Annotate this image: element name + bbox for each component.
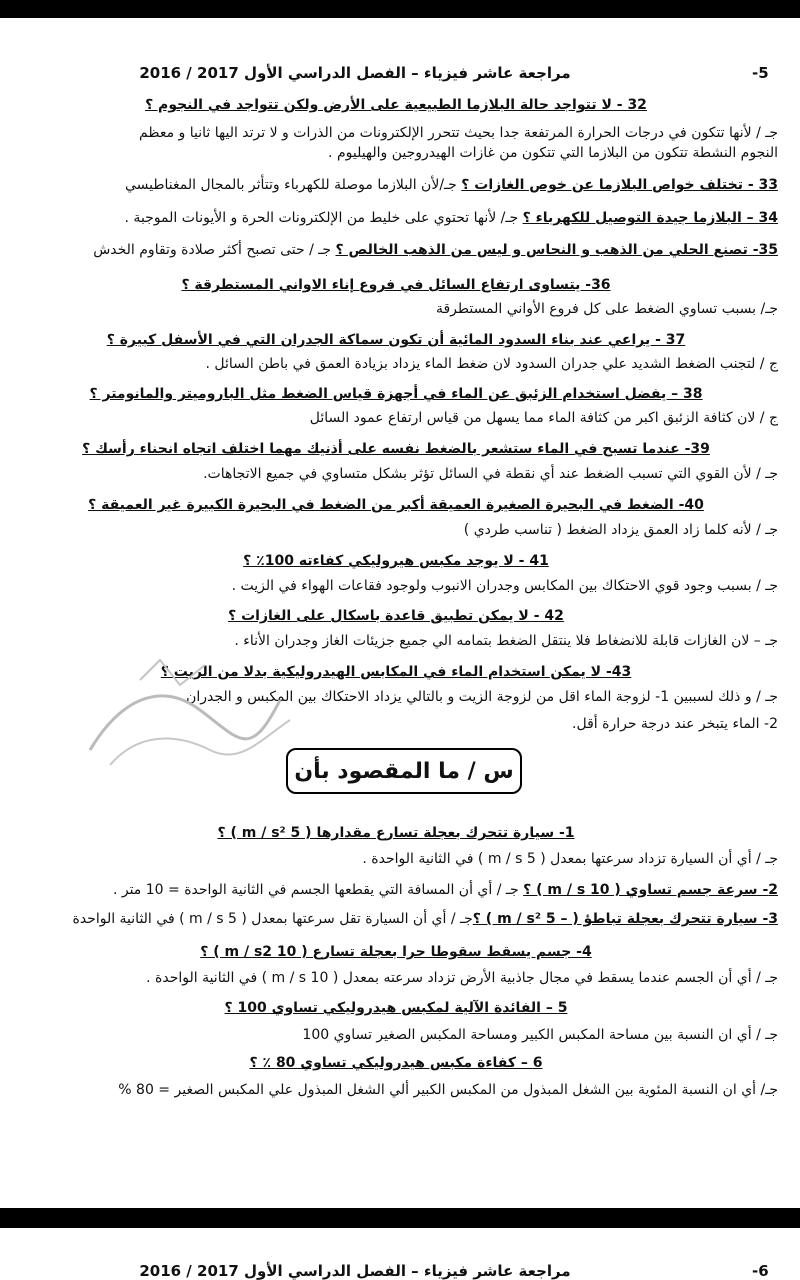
answer-text: جـ / أي أن الجسم عندما يسقط في مجال جاذبية الأرض تزداد سرعته بمعدل ( 10 m / s ) في الثانية الواحدة . (146, 970, 778, 986)
question-text: 39- عندما تسبح في الماء ستشعر بالضغط نفسه على أذنيك مهما اختلف اتجاه انحناء رأسك ؟ (82, 441, 710, 457)
answer-text: النجوم النشطة تتكون من البلازما التي تتكون من غازات الهيدروجين والهيليوم . (328, 145, 778, 161)
watermark-signature (80, 640, 300, 780)
answer-line (14, 850, 778, 868)
answer-line (14, 715, 778, 733)
answer-text: جـ / أي أن السيارة تزداد سرعتها بمعدل ( 5 m / s ) في الثانية الواحدة . (362, 851, 778, 867)
question-text: 40- الضغط في البحيرة الصغيرة العميقة أكبر من الضغط في البحيرة الكبيرة غير العميقة ؟ (88, 497, 704, 513)
question-text: 34 – البلازما جيدة التوصيل للكهرباء ؟ (522, 210, 778, 226)
page-number: -5 (752, 64, 769, 82)
question-line (14, 176, 778, 194)
question-text: 3- سيارة تتحرك بعجلة تباطؤ ( – 5 m / s² ) ؟ (472, 911, 778, 927)
answer-line (14, 1081, 778, 1099)
answer-line (14, 632, 778, 650)
page-header: مراجعة عاشر فيزياء – الفصل الدراسي الأول 2017 / 2016 (139, 64, 571, 82)
answer-text: جـ / بسبب وجود قوي الاحتكاك بين المكابس وجدران الانبوب ولوجود فقاعات الهواء في الزيت . (231, 578, 778, 594)
answer-line (14, 409, 778, 427)
question-text: 35- تصنع الحلي من الذهب و النحاس و ليس من الذهب الخالص ؟ (335, 242, 778, 258)
answer-line (14, 688, 778, 706)
section-title-box (286, 748, 522, 794)
question-text: 5 – الفائدة الآلية لمكبس هيدروليكي تساوي 100 ؟ (224, 1000, 568, 1016)
answer-text: جـ/ بسبب تساوي الضغط على كل فروع الأواني المستطرقة (435, 301, 778, 317)
question-text: 33 - تختلف خواص البلازما عن خوص الغازات ؟ (461, 177, 778, 193)
question-text: 42 - لا يمكن تطبيق قاعدة باسكال على الغازات ؟ (228, 608, 564, 624)
answer-line (14, 124, 778, 142)
question-line (14, 1054, 778, 1072)
question-text: 38 – يفضل استخدام الزئبق عن الماء في أجهزة قياس الضغط مثل الباروميتر والمانومتر ؟ (89, 386, 703, 402)
answer-line (14, 1026, 778, 1044)
question-line (14, 276, 778, 294)
question-text: 41 - لا يوجد مكبس هيروليكي كفاءته 100٪ ؟ (243, 553, 549, 569)
question-line (14, 241, 778, 259)
question-text: 6 – كفاءة مكبس هيدروليكي تساوي 80 ٪ ؟ (249, 1055, 543, 1071)
question-line (14, 943, 778, 961)
page-number-2: -6 (752, 1262, 769, 1280)
question-text: 1- سيارة تتحرك بعجلة تسارع مقدارها ( 5 m / s² ) ؟ (217, 825, 575, 841)
answer-text: جـ / أي ان النسبة بين مساحة المكبس الكبير ومساحة المكبس الصغير تساوي 100 (302, 1027, 778, 1043)
question-text: 32 - لا تتواجد حالة البلازما الطبيعية على الأرض ولكن تتواجد في النجوم ؟ (145, 97, 647, 113)
answer-text: جـ / لأنه كلما زاد العمق يزداد الضغط ( تناسب طردي ) (463, 522, 778, 538)
question-text: 4- جسم يسقط سقوطا حرا بعجلة تسارع ( 10 m / s2 ) ؟ (200, 944, 592, 960)
question-line (14, 910, 778, 928)
question-line (14, 440, 778, 458)
answer-line (14, 144, 778, 162)
answer-text: جـ / أي أن المسافة التي يقطعها الجسم في الثانية الواحدة = 10 متر . (112, 882, 524, 898)
question-text: 37 - يراعي عند بناء السدود المائية أن تكون سماكة الجدران التي في الأسفل كبيرة ؟ (106, 332, 686, 348)
question-line (14, 999, 778, 1017)
question-line (14, 663, 778, 681)
answer-line (14, 521, 778, 539)
page-header-2: مراجعة عاشر فيزياء – الفصل الدراسي الأول 2017 / 2016 (139, 1262, 571, 1280)
answer-text: جـ / و ذلك لسببين 1- لزوجة الماء اقل من لزوجة الزيت و بالتالي يزداد الاحتكاك بين المكبس و الجدران. (181, 689, 778, 705)
answer-line (14, 577, 778, 595)
answer-text: جـ – لان الغازات قابلة للانضغاط فلا ينتقل الضغط بتمامه الي جميع جزيئات الغاز وجدران الأناء . (234, 633, 778, 649)
answer-text: جـ / لأن القوي التي تسبب الضغط عند أي نقطة في السائل تؤثر بشكل متساوي في جميع الاتجاهات. (203, 466, 778, 482)
page-6 (0, 1228, 800, 1280)
answer-text: ج / لتجنب الضغط الشديد علي جدران السدود لان ضغط الماء يزداد بزيادة العمق في باطن السائل . (205, 356, 778, 372)
question-line (14, 607, 778, 625)
answer-line (14, 300, 778, 318)
answer-text: جـ / أي أن السيارة تقل سرعتها بمعدل ( 5 m / s ) في الثانية الواحدة (72, 911, 473, 927)
answer-text: جـ/لأن البلازما موصلة للكهرباء وتتأثر بالمجال المغناطيسي (125, 177, 462, 193)
question-line (14, 96, 778, 114)
question-line (14, 824, 778, 842)
question-line (14, 209, 778, 227)
page-divider-bar (0, 1208, 800, 1228)
question-text: 2- سرعة جسم تساوي ( 10 m / s ) ؟ (523, 882, 778, 898)
answer-line (14, 355, 778, 373)
answer-text: جـ/ أي ان النسبة المئوية بين الشغل المبذول من المكبس الكبير ألي الشغل المبذول علي المكبس الصغير = 80 % (118, 1082, 778, 1098)
answer-text: ج / لان كثافة الزئبق اكبر من كثافة الماء مما يسهل من قياس ارتفاع عمود السائل (309, 410, 778, 426)
question-text: 36- يتساوى ارتفاع السائل في فروع إناء الاواني المستطرقة ؟ (181, 277, 611, 293)
question-line (14, 331, 778, 349)
answer-text: جـ / حتى تصبح أكثر صلادة وتقاوم الخدش (93, 242, 336, 258)
section-title: س / ما المقصود بأن (294, 758, 514, 784)
question-line (14, 385, 778, 403)
question-line (14, 496, 778, 514)
answer-line (14, 465, 778, 483)
question-line (14, 881, 778, 899)
answer-text: 2- الماء يتبخر عند درجة حرارة أقل. (572, 716, 778, 732)
answer-line (14, 969, 778, 987)
answer-text: جـ/ لأنها تحتوي على خليط من الإلكترونات الحرة و الأيونات الموجبة . (124, 210, 523, 226)
question-line (14, 552, 778, 570)
answer-text: جـ / لأنها تتكون في درجات الحرارة المرتفعة جدا بحيث تتحرر الإلكترونات من الذرات و لا ترتد اليها ثانيا و معظم (139, 125, 778, 141)
question-text: 43- لا يمكن استخدام الماء في المكابس الهيدروليكية بدلا من الزيت ؟ (160, 664, 632, 680)
